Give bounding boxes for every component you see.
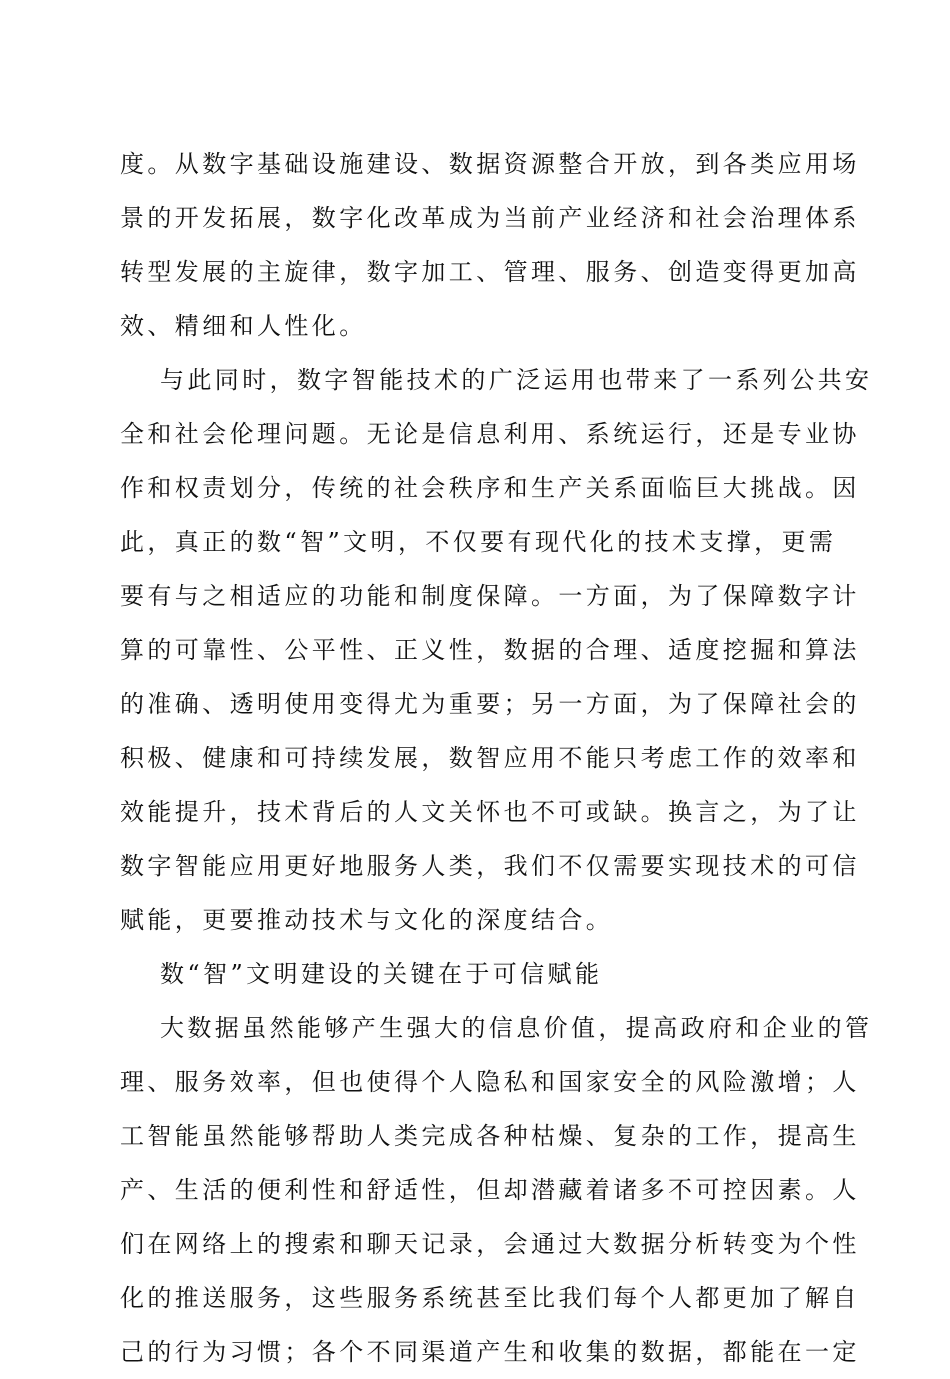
paragraph-start-line: 大数据虽然能够产生强大的信息价值，提高政府和企业的管 <box>160 1014 873 1042</box>
text-line: 产、生活的便利性和舒适性，但却潜藏着诸多不可控因素。人 <box>120 1176 860 1204</box>
text-line: 赋能，更要推动技术与文化的深度结合。 <box>120 906 614 934</box>
text-line: 度。从数字基础设施建设、数据资源整合开放，到各类应用场 <box>120 150 860 178</box>
text-line: 全和社会伦理问题。无论是信息利用、系统运行，还是专业协 <box>120 420 860 448</box>
text-line: 数字智能应用更好地服务人类，我们不仅需要实现技术的可信 <box>120 852 860 880</box>
section-heading: 数“智”文明建设的关键在于可信赋能 <box>160 960 603 988</box>
text-line: 己的行为习惯；各个不同渠道产生和收集的数据，都能在一定 <box>120 1338 860 1366</box>
text-line: 们在网络上的搜索和聊天记录，会通过大数据分析转变为个性 <box>120 1230 860 1258</box>
text-line: 的准确、透明使用变得尤为重要；另一方面，为了保障社会的 <box>120 690 860 718</box>
text-line: 化的推送服务，这些服务系统甚至比我们每个人都更加了解自 <box>120 1284 860 1312</box>
text-line: 转型发展的主旋律，数字加工、管理、服务、创造变得更加高 <box>120 258 860 286</box>
body-text <box>120 137 873 1379</box>
text-line: 作和权责划分，传统的社会秩序和生产关系面临巨大挑战。因 <box>120 474 860 502</box>
text-line: 效能提升，技术背后的人文关怀也不可或缺。换言之，为了让 <box>120 798 860 826</box>
text-line: 景的开发拓展，数字化改革成为当前产业经济和社会治理体系 <box>120 204 860 232</box>
text-line: 工智能虽然能够帮助人类完成各种枯燥、复杂的工作，提高生 <box>120 1122 860 1150</box>
text-line: 理、服务效率，但也使得个人隐私和国家安全的风险激增；人 <box>120 1068 860 1096</box>
text-line: 效、精细和人性化。 <box>120 312 367 340</box>
text-line: 算的可靠性、公平性、正义性，数据的合理、适度挖掘和算法 <box>120 636 860 664</box>
text-line: 此，真正的数“智”文明，不仅要有现代化的技术支撑，更需 <box>120 528 837 556</box>
text-line: 要有与之相适应的功能和制度保障。一方面，为了保障数字计 <box>120 582 860 610</box>
paragraph-start-line: 与此同时，数字智能技术的广泛运用也带来了一系列公共安 <box>160 366 873 394</box>
text-line: 积极、健康和可持续发展，数智应用不能只考虑工作的效率和 <box>120 744 860 772</box>
